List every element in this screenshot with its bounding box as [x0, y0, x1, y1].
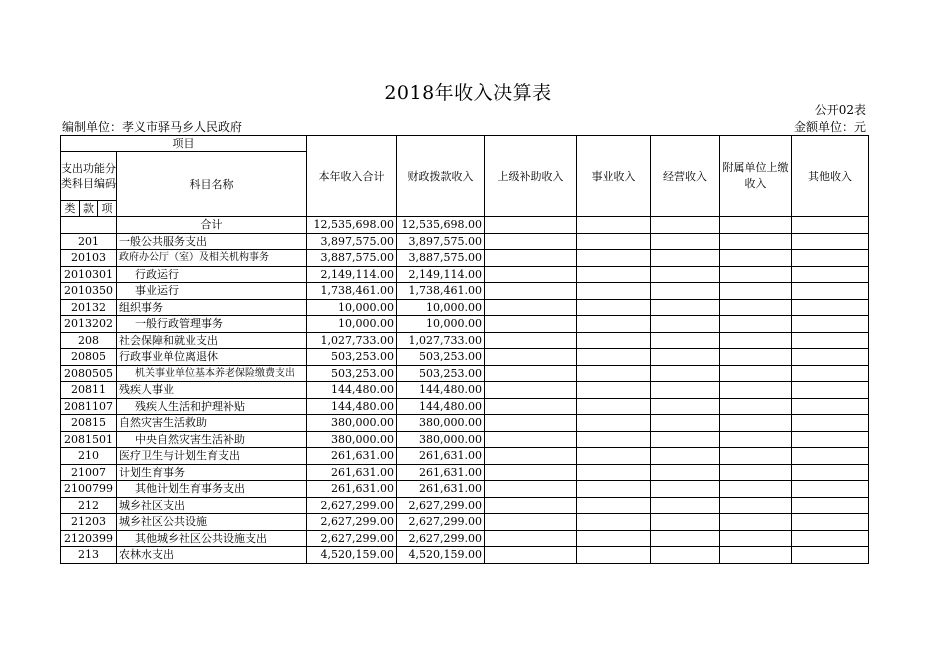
row-empty	[792, 514, 869, 531]
row-total-income: 380,000.00	[307, 431, 397, 448]
row-empty	[485, 382, 577, 399]
row-empty	[651, 415, 720, 432]
total-row	[61, 217, 869, 234]
header-col-1: 本年收入合计	[307, 136, 397, 217]
header-item: 项目	[61, 136, 307, 152]
row-empty	[651, 233, 720, 250]
row-empty	[577, 332, 651, 349]
row-code: 212	[61, 497, 117, 514]
row-code: 2080505	[61, 365, 117, 382]
row-fiscal-income: 10,000.00	[397, 299, 485, 316]
row-empty	[720, 332, 792, 349]
row-subject-name: 事业运行	[117, 283, 307, 300]
row-total-income: 2,627,299.00	[307, 530, 397, 547]
table-row	[61, 448, 869, 465]
row-total-income: 2,627,299.00	[307, 514, 397, 531]
row-code: 2081501	[61, 431, 117, 448]
row-empty	[485, 332, 577, 349]
row-empty	[792, 382, 869, 399]
row-total-income: 3,897,575.00	[307, 233, 397, 250]
table-row	[61, 266, 869, 283]
row-subject-name: 残疾人生活和护理补贴	[117, 398, 307, 415]
row-fiscal-income: 2,627,299.00	[397, 514, 485, 531]
row-empty	[792, 448, 869, 465]
row-empty	[720, 547, 792, 564]
row-empty	[577, 233, 651, 250]
row-code: 210	[61, 448, 117, 465]
row-subject-name: 自然灾害生活救助	[117, 415, 307, 432]
row-empty	[485, 299, 577, 316]
row-empty	[720, 250, 792, 267]
row-fiscal-income: 144,480.00	[397, 382, 485, 399]
row-empty	[792, 415, 869, 432]
row-fiscal-income: 2,149,114.00	[397, 266, 485, 283]
row-empty	[651, 398, 720, 415]
row-code: 2010350	[61, 283, 117, 300]
row-empty	[792, 481, 869, 498]
row-subject-name: 中央自然灾害生活补助	[117, 431, 307, 448]
row-code: 2120399	[61, 530, 117, 547]
row-empty	[792, 250, 869, 267]
header-col-2: 财政拨款收入	[397, 136, 485, 217]
row-subject-name: 政府办公厅（室）及相关机构事务	[117, 250, 307, 267]
row-subject-name: 残疾人事业	[117, 382, 307, 399]
row-empty	[792, 464, 869, 481]
row-empty	[651, 266, 720, 283]
row-empty	[577, 448, 651, 465]
row-empty	[485, 497, 577, 514]
row-total-income: 261,631.00	[307, 448, 397, 465]
row-empty	[720, 514, 792, 531]
row-fiscal-income: 1,027,733.00	[397, 332, 485, 349]
row-empty	[720, 481, 792, 498]
row-code: 20132	[61, 299, 117, 316]
row-code: 2081107	[61, 398, 117, 415]
row-total-income: 3,887,575.00	[307, 250, 397, 267]
row-code: 21203	[61, 514, 117, 531]
row-empty	[792, 349, 869, 366]
row-empty	[651, 349, 720, 366]
table-row	[61, 415, 869, 432]
row-empty	[485, 464, 577, 481]
row-empty	[720, 398, 792, 415]
row-empty	[651, 332, 720, 349]
table-row	[61, 530, 869, 547]
row-empty	[792, 316, 869, 333]
table-row	[61, 497, 869, 514]
row-code: 213	[61, 547, 117, 564]
row-empty	[485, 266, 577, 283]
row-total-income: 261,631.00	[307, 481, 397, 498]
row-empty	[792, 398, 869, 415]
total-code-cell	[61, 217, 117, 234]
row-subject-name: 农林水支出	[117, 547, 307, 564]
row-empty	[577, 497, 651, 514]
row-empty	[720, 283, 792, 300]
row-empty	[485, 316, 577, 333]
row-code: 20815	[61, 415, 117, 432]
row-code: 2100799	[61, 481, 117, 498]
row-subject-name: 行政运行	[117, 266, 307, 283]
header-xiang: 项	[98, 201, 117, 217]
row-empty	[577, 547, 651, 564]
row-empty	[792, 365, 869, 382]
row-empty	[577, 514, 651, 531]
row-empty	[792, 431, 869, 448]
row-fiscal-income: 503,253.00	[397, 349, 485, 366]
row-empty	[485, 233, 577, 250]
amount-unit: 金额单位：元	[793, 120, 866, 134]
row-empty	[720, 233, 792, 250]
row-total-income: 503,253.00	[307, 365, 397, 382]
row-subject-name: 社会保障和就业支出	[117, 332, 307, 349]
row-empty	[577, 250, 651, 267]
header-col-6: 附属单位上缴收入	[720, 136, 792, 217]
total-c2: 12,535,698.00	[397, 217, 485, 234]
row-code: 21007	[61, 464, 117, 481]
row-total-income: 2,149,114.00	[307, 266, 397, 283]
report-title: 2018年收入决算表	[384, 82, 552, 104]
row-empty	[485, 250, 577, 267]
row-fiscal-income: 380,000.00	[397, 431, 485, 448]
row-empty	[651, 283, 720, 300]
row-empty	[485, 431, 577, 448]
row-empty	[720, 448, 792, 465]
row-fiscal-income: 10,000.00	[397, 316, 485, 333]
row-empty	[577, 299, 651, 316]
table-row	[61, 481, 869, 498]
row-empty	[651, 250, 720, 267]
row-empty	[651, 547, 720, 564]
row-empty	[651, 316, 720, 333]
row-total-income: 10,000.00	[307, 299, 397, 316]
row-empty	[720, 464, 792, 481]
row-empty	[485, 481, 577, 498]
row-empty	[720, 382, 792, 399]
row-fiscal-income: 261,631.00	[397, 464, 485, 481]
row-empty	[651, 382, 720, 399]
row-total-income: 380,000.00	[307, 415, 397, 432]
row-empty	[792, 547, 869, 564]
table-row	[61, 332, 869, 349]
row-fiscal-income: 1,738,461.00	[397, 283, 485, 300]
row-subject-name: 城乡社区公共设施	[117, 514, 307, 531]
row-total-income: 1,027,733.00	[307, 332, 397, 349]
row-total-income: 1,738,461.00	[307, 283, 397, 300]
row-code: 20103	[61, 250, 117, 267]
row-empty	[792, 233, 869, 250]
row-empty	[485, 514, 577, 531]
row-empty	[577, 283, 651, 300]
row-total-income: 144,480.00	[307, 398, 397, 415]
row-empty	[792, 530, 869, 547]
row-empty	[577, 481, 651, 498]
total-label: 合计	[117, 217, 307, 234]
table-row	[61, 431, 869, 448]
header-col-5: 经营收入	[651, 136, 720, 217]
row-subject-name: 组织事务	[117, 299, 307, 316]
row-subject-name: 医疗卫生与计划生育支出	[117, 448, 307, 465]
compiling-unit: 编制单位：孝义市驿马乡人民政府	[62, 120, 243, 134]
row-empty	[720, 349, 792, 366]
table-row	[61, 514, 869, 531]
row-empty	[577, 266, 651, 283]
row-total-income: 503,253.00	[307, 349, 397, 366]
row-empty	[485, 398, 577, 415]
row-empty	[485, 547, 577, 564]
row-empty	[651, 497, 720, 514]
row-empty	[720, 530, 792, 547]
income-table	[60, 135, 869, 564]
row-empty	[720, 266, 792, 283]
row-subject-name: 城乡社区支出	[117, 497, 307, 514]
row-empty	[485, 349, 577, 366]
table-row	[61, 398, 869, 415]
row-empty	[485, 283, 577, 300]
row-empty	[720, 415, 792, 432]
row-code: 20805	[61, 349, 117, 366]
header-lei: 类	[61, 201, 80, 217]
row-code: 2010301	[61, 266, 117, 283]
header-subject-name: 科目名称	[117, 152, 307, 217]
row-empty	[720, 316, 792, 333]
header-col-7: 其他收入	[792, 136, 869, 217]
row-code: 20811	[61, 382, 117, 399]
row-empty	[577, 431, 651, 448]
row-fiscal-income: 3,887,575.00	[397, 250, 485, 267]
row-empty	[651, 514, 720, 531]
row-code: 201	[61, 233, 117, 250]
row-fiscal-income: 2,627,299.00	[397, 530, 485, 547]
row-empty	[720, 299, 792, 316]
row-total-income: 4,520,159.00	[307, 547, 397, 564]
row-empty	[792, 497, 869, 514]
row-total-income: 10,000.00	[307, 316, 397, 333]
row-empty	[577, 398, 651, 415]
row-fiscal-income: 261,631.00	[397, 481, 485, 498]
table-row	[61, 233, 869, 250]
row-empty	[792, 299, 869, 316]
row-empty	[577, 382, 651, 399]
row-empty	[720, 497, 792, 514]
table-row	[61, 349, 869, 366]
header-code-group: 支出功能分类科目编码	[61, 152, 117, 201]
row-code: 208	[61, 332, 117, 349]
row-empty	[577, 316, 651, 333]
row-fiscal-income: 380,000.00	[397, 415, 485, 432]
row-empty	[485, 365, 577, 382]
table-row	[61, 283, 869, 300]
row-empty	[577, 530, 651, 547]
table-row	[61, 547, 869, 564]
row-empty	[485, 530, 577, 547]
row-empty	[577, 415, 651, 432]
row-subject-name: 行政事业单位离退休	[117, 349, 307, 366]
row-empty	[720, 431, 792, 448]
header-kuan: 款	[80, 201, 98, 217]
row-fiscal-income: 261,631.00	[397, 448, 485, 465]
row-total-income: 2,627,299.00	[307, 497, 397, 514]
row-code: 2013202	[61, 316, 117, 333]
row-subject-name: 计划生育事务	[117, 464, 307, 481]
header-col-4: 事业收入	[577, 136, 651, 217]
row-empty	[577, 365, 651, 382]
table-row	[61, 299, 869, 316]
row-fiscal-income: 2,627,299.00	[397, 497, 485, 514]
row-fiscal-income: 3,897,575.00	[397, 233, 485, 250]
table-row	[61, 382, 869, 399]
row-empty	[651, 431, 720, 448]
row-empty	[651, 530, 720, 547]
form-number: 公开02表	[814, 103, 866, 117]
row-empty	[792, 332, 869, 349]
row-empty	[792, 266, 869, 283]
row-empty	[651, 299, 720, 316]
header-col-3: 上级补助收入	[485, 136, 577, 217]
row-subject-name: 其他城乡社区公共设施支出	[117, 530, 307, 547]
row-fiscal-income: 4,520,159.00	[397, 547, 485, 564]
row-empty	[792, 283, 869, 300]
row-subject-name: 一般公共服务支出	[117, 233, 307, 250]
row-subject-name: 机关事业单位基本养老保险缴费支出	[117, 365, 307, 382]
row-subject-name: 其他计划生育事务支出	[117, 481, 307, 498]
table-row	[61, 316, 869, 333]
table-row	[61, 464, 869, 481]
row-empty	[577, 349, 651, 366]
row-empty	[651, 365, 720, 382]
total-c1: 12,535,698.00	[307, 217, 397, 234]
row-empty	[651, 448, 720, 465]
row-subject-name: 一般行政管理事务	[117, 316, 307, 333]
row-empty	[577, 464, 651, 481]
row-empty	[485, 415, 577, 432]
row-fiscal-income: 503,253.00	[397, 365, 485, 382]
row-empty	[485, 448, 577, 465]
row-total-income: 144,480.00	[307, 382, 397, 399]
row-fiscal-income: 144,480.00	[397, 398, 485, 415]
row-total-income: 261,631.00	[307, 464, 397, 481]
table-row	[61, 250, 869, 267]
table-row	[61, 365, 869, 382]
row-empty	[720, 365, 792, 382]
row-empty	[651, 464, 720, 481]
row-empty	[651, 481, 720, 498]
